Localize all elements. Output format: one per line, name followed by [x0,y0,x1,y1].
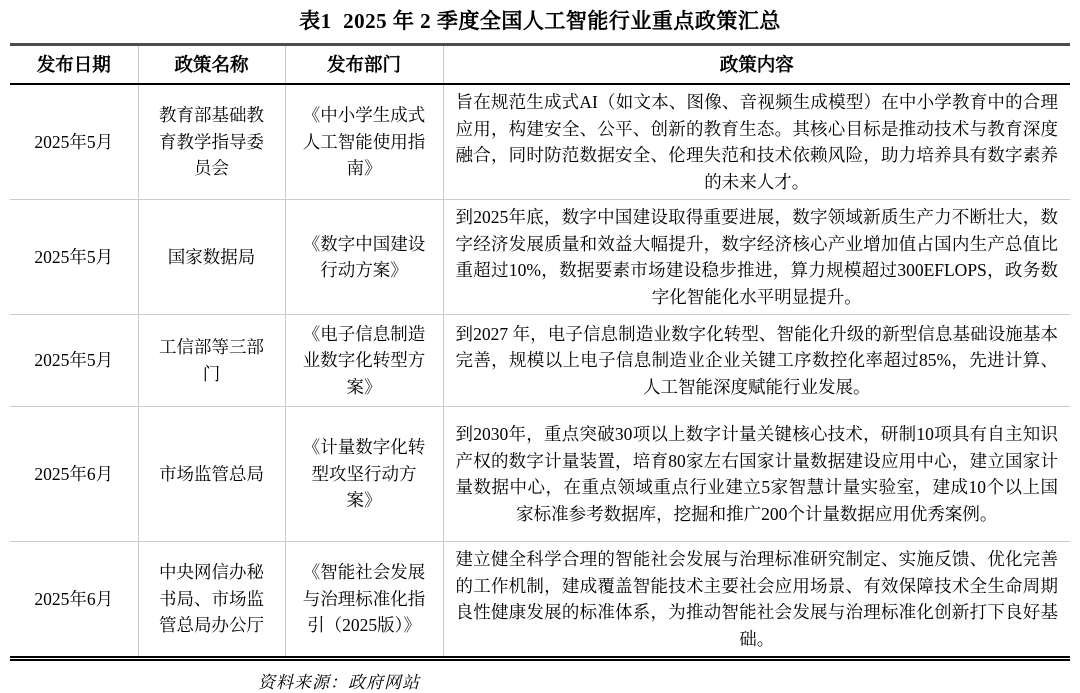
cell-department: 《智能社会发展与治理标准化指引（2025版）》 [285,542,443,659]
cell-date: 2025年6月 [10,407,138,542]
table-row [10,84,1070,200]
cell-date: 2025年6月 [10,542,138,659]
cell-policy-name: 国家数据局 [138,200,285,315]
header-row [10,45,1070,85]
header-cell-department: 发布部门 [285,45,443,85]
cell-date: 2025年5月 [34,131,114,152]
cell-department: 《中小学生成式人工智能使用指南》 [285,84,443,200]
policy-table [10,43,1070,661]
cell-policy-name: 工信部等三部门 [138,315,285,407]
cell-policy-name: 教育部基础教育教学指导委员会 [138,84,285,200]
cell-content: 到2025年底，数字中国建设取得重要进展，数字领域新质生产力不断壮大，数字经济发展质量和效益大幅提升，数字经济核心产业增加值占国内生产总值比重超过10%，数据要素市场建设稳步推进，算力规模超过300EFLOPS，政务数字化智能化水平明显提升。 [443,200,1070,315]
table-body [10,84,1070,659]
cell-department: 《电子信息制造业数字化转型方案》 [285,315,443,407]
cell-date: 2025年5月 [10,315,138,407]
table-row [10,200,1070,315]
header-cell-date: 发布日期 [10,45,138,85]
cell-department: 《数字中国建设行动方案》 [285,200,443,315]
header-cell-content: 政策内容 [443,45,1070,85]
table-row [10,315,1070,407]
source-note: 资料来源：政府网站 [258,673,420,692]
cell-policy-name: 市场监管总局 [138,407,285,542]
cell-policy-name: 中央网信办秘书局、市场监管总局办公厅 [138,542,285,659]
header-cell-policy-name: 政策名称 [138,45,285,85]
table-row [10,407,1070,542]
cell-date: 2025年5月 [10,200,138,315]
table-row [10,542,1070,659]
table-header [10,45,1070,85]
cell-content: 到2027 年，电子信息制造业数字化转型、智能化升级的新型信息基础设施基本完善，规模以上电子信息制造业企业关键工序数控化率超过85%，先进计算、人工智能深度赋能行业发展。 [443,315,1070,407]
cell-department: 《计量数字化转型攻坚行动方案》 [285,407,443,542]
page-title: 表1 2025 年 2 季度全国人工智能行业重点政策汇总 [299,9,781,33]
cell-content: 建立健全科学合理的智能社会发展与治理标准研究制定、实施反馈、优化完善的工作机制，建成覆盖智能技术主要社会应用场景、有效保障技术全生命周期良性健康发展的标准体系，为推动智能社会发展与治理标准化创新打下良好基础。 [443,542,1070,659]
cell-content: 旨在规范生成式AI（如文本、图像、音视频生成模型）在中小学教育中的合理应用，构建安全、公平、创新的教育生态。其核心目标是推动技术与教育深度融合，同时防范数据安全、伦理失范和技术依赖风险，助力培养具有数字素养的未来人才。 [443,84,1070,200]
cell-content: 到2030年，重点突破30项以上数字计量关键核心技术，研制10项具有自主知识产权的数字计量装置，培育80家左右国家计量数据建设应用中心，建立国家计量数据中心，在重点领域重点行业建立5家智慧计量实验室，建成10个以上国家标准参考数据库，挖掘和推广200个计量数据应用优秀案例。 [443,407,1070,542]
